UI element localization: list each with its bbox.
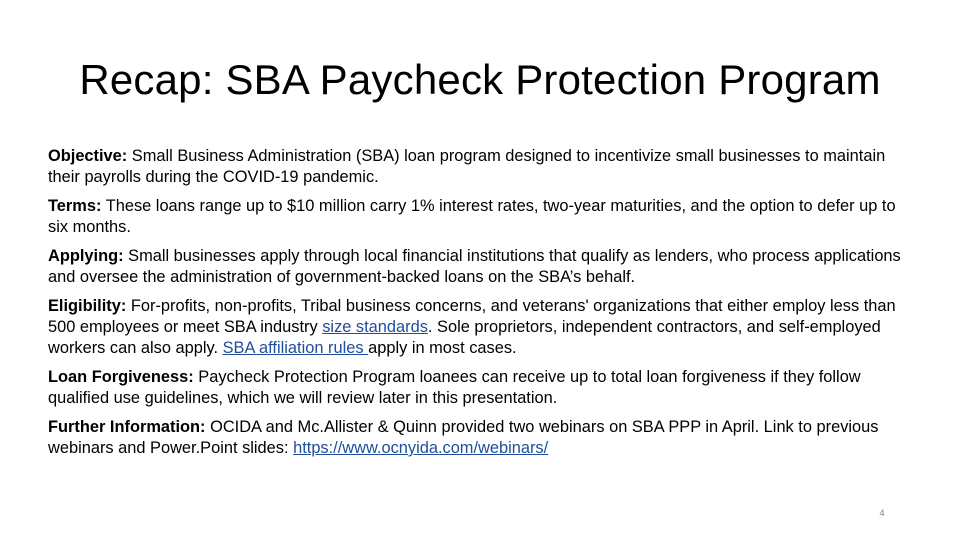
loan-forgiveness-paragraph (48, 367, 918, 409)
eligibility-paragraph (48, 296, 918, 359)
terms-label: Terms: (48, 197, 102, 215)
slide-body (48, 146, 918, 467)
loan-forgiveness-text: Paycheck Protection Program loanees can receive up to total loan forgiveness if they follow qualified use guidelines, which we will review later in this presentation. (48, 368, 861, 407)
objective-label: Objective: (48, 147, 128, 165)
terms-text: These loans range up to $10 million carry 1% interest rates, two-year maturities, and the option to defer up to six months. (48, 197, 896, 236)
objective-text: Small Business Administration (SBA) loan program designed to incentivize small businesses to maintain their payrolls during the COVID-19 pandemic. (48, 147, 886, 186)
eligibility-text-1: For-profits, non-profits, Tribal business concerns, and veterans' organizations that either employ less than 500 employees or meet SBA industry (48, 297, 896, 336)
eligibility-text-3: apply in most cases. (368, 339, 517, 357)
slide-title: Recap: SBA Paycheck Protection Program (79, 56, 881, 103)
webinars-link[interactable]: https://www.ocnyida.com/webinars/ (293, 439, 549, 457)
objective-paragraph (48, 146, 918, 188)
applying-text: Small businesses apply through local financial institutions that qualify as lenders, who process applications and oversee the administration of government-backed loans on the SBA’s behalf. (48, 247, 901, 286)
further-information-label: Further Information: (48, 418, 206, 436)
applying-paragraph (48, 246, 918, 288)
loan-forgiveness-label: Loan Forgiveness: (48, 368, 194, 386)
eligibility-text-2: . Sole proprietors, independent contractors, and self-employed workers can also apply. (48, 318, 881, 357)
page-number: 4 (879, 508, 885, 518)
sba-affiliation-rules-link[interactable]: SBA affiliation rules (222, 339, 369, 357)
further-information-text: OCIDA and Mc.Allister & Quinn provided two webinars on SBA PPP in April. Link to previous webinars and Power.Point slides: (48, 418, 879, 457)
eligibility-label: Eligibility: (48, 297, 127, 315)
applying-label: Applying: (48, 247, 124, 265)
terms-paragraph (48, 196, 918, 238)
further-information-paragraph (48, 417, 918, 459)
size-standards-link[interactable]: size standards (322, 318, 428, 336)
